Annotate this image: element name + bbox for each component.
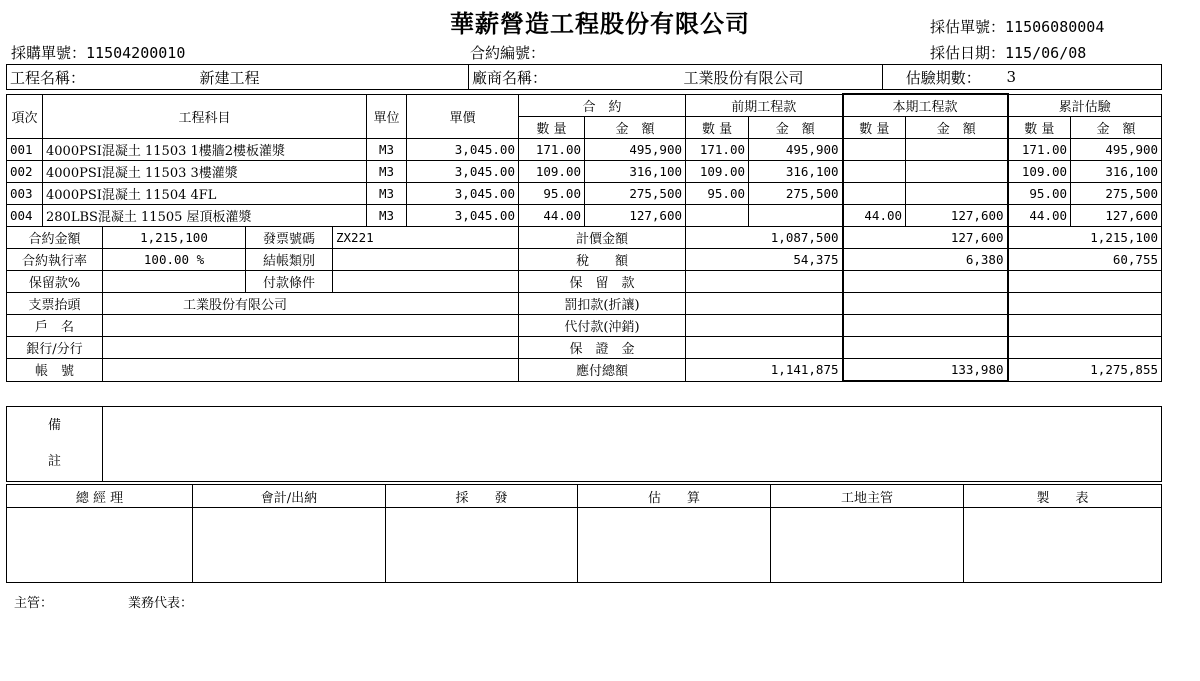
table-row bbox=[7, 139, 1162, 161]
bank-value bbox=[103, 337, 519, 359]
sign-accounting: 會計/出納 bbox=[193, 485, 386, 508]
signature-box bbox=[386, 508, 578, 583]
current-amount: 127,600 bbox=[906, 205, 1008, 227]
item-name: 280LBS混凝土 11505 屋頂板灌漿 bbox=[43, 205, 367, 227]
summary-table bbox=[6, 226, 1162, 382]
summary-row bbox=[7, 315, 1162, 337]
footer-sales-rep: 業務代表： bbox=[128, 596, 194, 611]
account-name-label: 戶 名 bbox=[7, 315, 103, 337]
contract-qty: 95.00 bbox=[519, 183, 585, 205]
remarks-text bbox=[103, 407, 1162, 482]
account-name-value bbox=[103, 315, 519, 337]
contract-amount: 275,500 bbox=[585, 183, 686, 205]
estimate-date-value: 115/06/08 bbox=[1005, 44, 1087, 62]
item-no: 001 bbox=[7, 139, 43, 161]
cheque-label: 支票抬頭 bbox=[7, 293, 103, 315]
settle-type-value bbox=[333, 249, 519, 271]
col-unit: 單位 bbox=[367, 94, 407, 139]
sign-site-supervisor: 工地主管 bbox=[771, 485, 964, 508]
col-contract-qty: 數 量 bbox=[519, 117, 585, 139]
item-price: 3,045.00 bbox=[407, 205, 519, 227]
estimate-no bbox=[930, 16, 1104, 37]
summary-label: 保 留 款 bbox=[519, 271, 686, 293]
sign-general-manager: 總 經 理 bbox=[7, 485, 193, 508]
project-name-label: 工程名稱： bbox=[7, 65, 197, 90]
col-item: 工程科目 bbox=[43, 94, 367, 139]
summary-current: 133,980 bbox=[843, 359, 1008, 382]
summary-row bbox=[7, 227, 1162, 249]
sign-prepared-by: 製 表 bbox=[964, 485, 1162, 508]
exec-rate-label: 合約執行率 bbox=[7, 249, 103, 271]
summary-previous: 1,141,875 bbox=[686, 359, 843, 382]
items-table bbox=[6, 93, 1162, 227]
contract-no bbox=[470, 42, 545, 63]
period-value: 3 bbox=[1004, 65, 1162, 90]
item-no: 003 bbox=[7, 183, 43, 205]
table-row bbox=[7, 161, 1162, 183]
estimate-no-label: 採估單號： bbox=[930, 18, 1006, 36]
summary-row bbox=[7, 293, 1162, 315]
company-name: 華薪營造工程股份有限公司 bbox=[450, 9, 750, 38]
item-no: 004 bbox=[7, 205, 43, 227]
current-qty: 44.00 bbox=[843, 205, 906, 227]
table-row bbox=[7, 205, 1162, 227]
contract-qty: 109.00 bbox=[519, 161, 585, 183]
signature-box bbox=[193, 508, 386, 583]
summary-label: 計價金額 bbox=[519, 227, 686, 249]
col-contract: 合 約 bbox=[519, 94, 686, 117]
current-qty bbox=[843, 139, 906, 161]
summary-current bbox=[843, 271, 1008, 293]
summary-total: 1,215,100 bbox=[1008, 227, 1162, 249]
item-price: 3,045.00 bbox=[407, 139, 519, 161]
bank-label: 銀行/分行 bbox=[7, 337, 103, 359]
item-unit: M3 bbox=[367, 205, 407, 227]
items-header-row-1 bbox=[7, 94, 1162, 117]
summary-label: 罰扣款(折讓) bbox=[519, 293, 686, 315]
summary-previous: 1,087,500 bbox=[686, 227, 843, 249]
summary-label: 代付款(沖銷) bbox=[519, 315, 686, 337]
invoice-no-label: 發票號碼 bbox=[246, 227, 333, 249]
col-item-no: 項次 bbox=[7, 94, 43, 139]
item-name: 4000PSI混凝土 11504 4FL bbox=[43, 183, 367, 205]
col-previous-qty: 數 量 bbox=[686, 117, 749, 139]
current-qty bbox=[843, 183, 906, 205]
summary-current bbox=[843, 337, 1008, 359]
item-name: 4000PSI混凝土 11503 3樓灌漿 bbox=[43, 161, 367, 183]
estimate-date bbox=[930, 42, 1086, 63]
signature-table bbox=[6, 484, 1162, 583]
col-previous: 前期工程款 bbox=[686, 94, 843, 117]
contract-amount: 316,100 bbox=[585, 161, 686, 183]
summary-label: 稅 額 bbox=[519, 249, 686, 271]
contract-amount: 127,600 bbox=[585, 205, 686, 227]
contract-qty: 44.00 bbox=[519, 205, 585, 227]
col-previous-amount: 金 額 bbox=[749, 117, 843, 139]
contract-qty: 171.00 bbox=[519, 139, 585, 161]
account-no-label: 帳 號 bbox=[7, 359, 103, 382]
retention-value bbox=[103, 271, 246, 293]
summary-current: 6,380 bbox=[843, 249, 1008, 271]
period-label: 估驗期數： bbox=[883, 65, 1004, 90]
cumulative-amount: 495,900 bbox=[1071, 139, 1162, 161]
signature-box bbox=[7, 508, 193, 583]
summary-current bbox=[843, 293, 1008, 315]
cumulative-amount: 275,500 bbox=[1071, 183, 1162, 205]
previous-qty: 109.00 bbox=[686, 161, 749, 183]
previous-amount: 275,500 bbox=[749, 183, 843, 205]
item-price: 3,045.00 bbox=[407, 161, 519, 183]
contract-no-label: 合約編號： bbox=[470, 44, 546, 62]
contract-amount-label: 合約金額 bbox=[7, 227, 103, 249]
current-amount bbox=[906, 183, 1008, 205]
summary-previous: 54,375 bbox=[686, 249, 843, 271]
summary-total: 1,275,855 bbox=[1008, 359, 1162, 382]
settle-type-label: 結帳類別 bbox=[246, 249, 333, 271]
item-unit: M3 bbox=[367, 183, 407, 205]
summary-current: 127,600 bbox=[843, 227, 1008, 249]
summary-total bbox=[1008, 293, 1162, 315]
summary-total bbox=[1008, 315, 1162, 337]
contract-amount-value: 1,215,100 bbox=[103, 227, 246, 249]
signature-box bbox=[964, 508, 1162, 583]
previous-amount: 316,100 bbox=[749, 161, 843, 183]
info-table bbox=[6, 64, 1162, 90]
summary-row bbox=[7, 359, 1162, 382]
table-row bbox=[7, 183, 1162, 205]
summary-row bbox=[7, 271, 1162, 293]
estimate-no-value: 11506080004 bbox=[1005, 18, 1105, 36]
retention-label: 保留款% bbox=[7, 271, 103, 293]
summary-row bbox=[7, 337, 1162, 359]
summary-previous bbox=[686, 293, 843, 315]
purchase-no bbox=[11, 42, 185, 63]
cumulative-qty: 95.00 bbox=[1008, 183, 1071, 205]
remarks-label-2: 註 bbox=[47, 454, 61, 469]
project-name: 新建工程 bbox=[197, 65, 469, 90]
signature-box bbox=[578, 508, 771, 583]
cumulative-qty: 109.00 bbox=[1008, 161, 1071, 183]
cumulative-amount: 127,600 bbox=[1071, 205, 1162, 227]
col-current: 本期工程款 bbox=[843, 94, 1008, 117]
sign-estimation: 估 算 bbox=[578, 485, 771, 508]
remarks-label bbox=[7, 407, 103, 482]
previous-qty: 95.00 bbox=[686, 183, 749, 205]
summary-total: 60,755 bbox=[1008, 249, 1162, 271]
cumulative-amount: 316,100 bbox=[1071, 161, 1162, 183]
remarks-table bbox=[6, 406, 1162, 482]
summary-total bbox=[1008, 337, 1162, 359]
sign-purchasing: 採 發 bbox=[386, 485, 578, 508]
pay-terms-label: 付款條件 bbox=[246, 271, 333, 293]
summary-previous bbox=[686, 271, 843, 293]
summary-total bbox=[1008, 271, 1162, 293]
vendor-name: 工業股份有限公司 bbox=[681, 65, 883, 90]
purchase-no-value: 11504200010 bbox=[86, 44, 186, 62]
previous-amount bbox=[749, 205, 843, 227]
col-current-amount: 金 額 bbox=[906, 117, 1008, 139]
item-unit: M3 bbox=[367, 139, 407, 161]
pay-terms-value bbox=[333, 271, 519, 293]
previous-qty bbox=[686, 205, 749, 227]
summary-previous bbox=[686, 337, 843, 359]
remarks-label-1: 備 bbox=[47, 418, 61, 433]
col-cumulative: 累計估驗 bbox=[1008, 94, 1162, 117]
col-cumulative-amount: 金 額 bbox=[1071, 117, 1162, 139]
item-price: 3,045.00 bbox=[407, 183, 519, 205]
current-amount bbox=[906, 139, 1008, 161]
signature-box bbox=[771, 508, 964, 583]
item-name: 4000PSI混凝土 11503 1樓牆2樓板灌漿 bbox=[43, 139, 367, 161]
current-qty bbox=[843, 161, 906, 183]
cheque-value: 工業股份有限公司 bbox=[103, 293, 519, 315]
cumulative-qty: 44.00 bbox=[1008, 205, 1071, 227]
account-no-value bbox=[103, 359, 519, 382]
exec-rate-value: 100.00 % bbox=[103, 249, 246, 271]
summary-label: 保 證 金 bbox=[519, 337, 686, 359]
summary-current bbox=[843, 315, 1008, 337]
purchase-no-label: 採購單號： bbox=[11, 44, 87, 62]
footer-supervisor: 主管： bbox=[14, 596, 54, 611]
item-unit: M3 bbox=[367, 161, 407, 183]
summary-label: 應付總額 bbox=[519, 359, 686, 382]
col-current-qty: 數 量 bbox=[843, 117, 906, 139]
col-contract-amount: 金 額 bbox=[585, 117, 686, 139]
current-amount bbox=[906, 161, 1008, 183]
invoice-no-value: ZX221 bbox=[333, 227, 519, 249]
item-no: 002 bbox=[7, 161, 43, 183]
col-cumulative-qty: 數 量 bbox=[1008, 117, 1071, 139]
estimate-date-label: 採估日期： bbox=[930, 44, 1006, 62]
cumulative-qty: 171.00 bbox=[1008, 139, 1071, 161]
col-price: 單價 bbox=[407, 94, 519, 139]
summary-previous bbox=[686, 315, 843, 337]
vendor-name-label: 廠商名稱： bbox=[469, 65, 681, 90]
contract-amount: 495,900 bbox=[585, 139, 686, 161]
previous-amount: 495,900 bbox=[749, 139, 843, 161]
summary-row bbox=[7, 249, 1162, 271]
previous-qty: 171.00 bbox=[686, 139, 749, 161]
